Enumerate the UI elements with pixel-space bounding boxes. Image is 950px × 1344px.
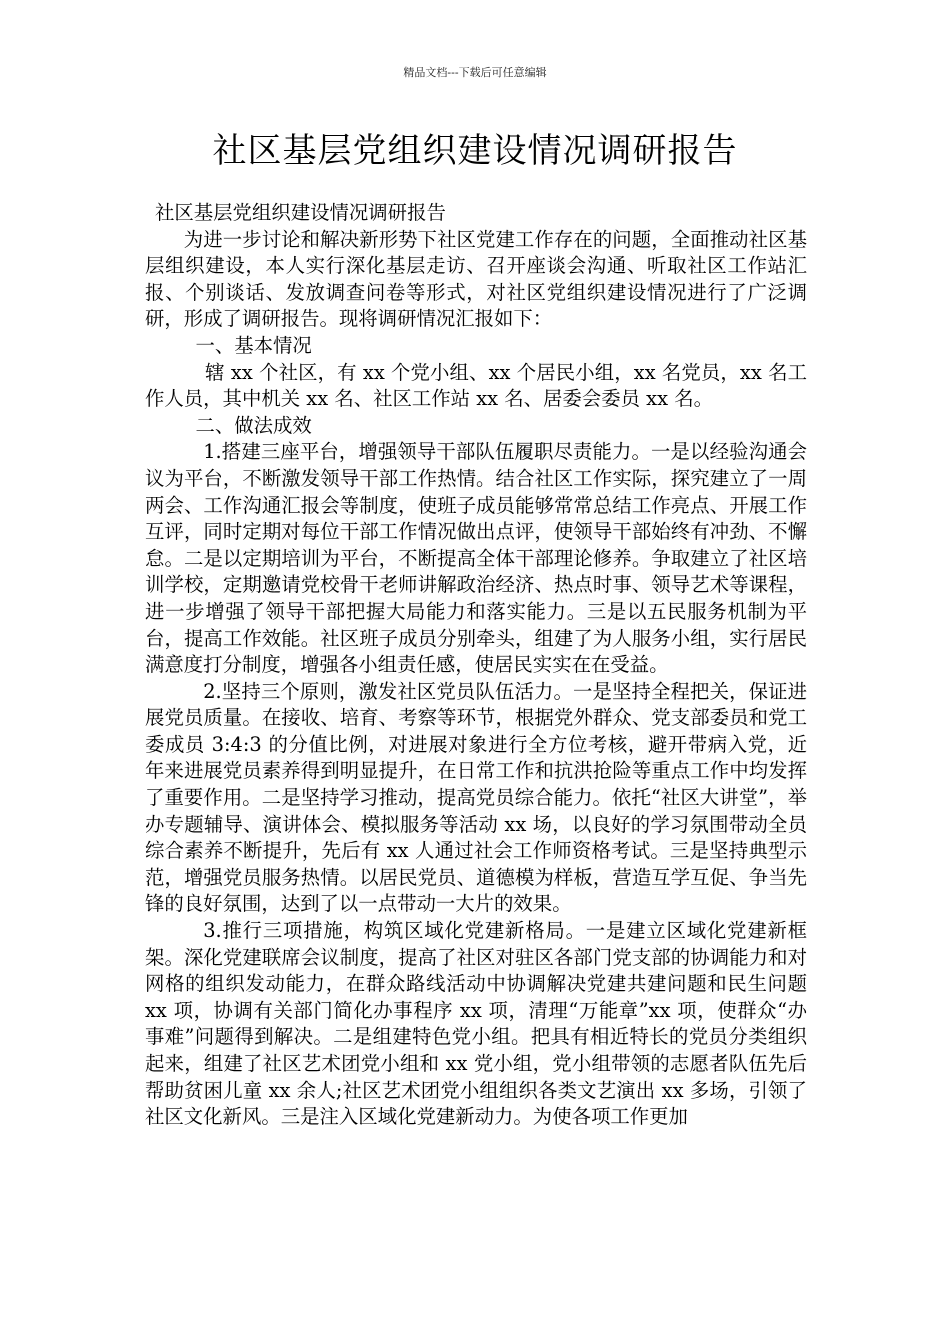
header-note: 精品文档---下载后可任意编辑: [403, 66, 547, 79]
results-paragraph-2: 2.坚持三个原则，激发社区党员队伍活力。一是坚持全程把关，保证进展党员质量。在接收、培育、考察等环节，根据党外群众、党支部委员和党工委成员 3:4:3 的分值比例，对进展对象进行全方位考核，避开带病入党，近年来进展党员素养得到明显提升，在日常工作和抗洪抢险等重点工作中均发挥了重要作用。二是坚持学习推动，提高党员综合能力。依托“社区大讲堂”，举办专题辅导、演讲体会、模拟服务等活动 xx 场，以良好的学习氛围带动全员综合素养不断提升，先后有 xx 人通过社会工作师资格考试。三是坚持典型示范，增强党员服务热情。以居民党员、道德模为样板，营造互学互促、争当先锋的良好氛围，达到了以一点带动一大片的效果。: [145, 679, 807, 916]
section-heading-results: 二、做法成效: [195, 413, 312, 437]
results-paragraph-1: 1.搭建三座平台，增强领导干部队伍履职尽责能力。一是以经验沟通会议为平台，不断激发领导干部工作热情。结合社区工作实际，探究建立了一周两会、工作沟通汇报会等制度，使班子成员能够常常总结工作亮点、开展工作互评，同时定期对每位干部工作情况做出点评，使领导干部始终有冲劲、不懈怠。二是以定期培训为平台，不断提高全体干部理论修养。争取建立了社区培训学校，定期邀请党校骨干老师讲解政治经济、热点时事、领导艺术等课程，进一步增强了领导干部把握大局能力和落实能力。三是以五民服务机制为平台，提高工作效能。社区班子成员分别牵头，组建了为人服务小组，实行居民满意度打分制度，增强各小组责任感，使居民实实在在受益。: [145, 440, 807, 677]
section-heading-basic: 一、基本情况: [195, 333, 312, 357]
document-body: [145, 200, 807, 1131]
intro-paragraph: 为进一步讨论和解决新形势下社区党建工作存在的问题，全面推动社区基层组织建设，本人实行深化基层走访、召开座谈会沟通、听取社区工作站汇报、个别谈话、发放调查问卷等形式，对社区党组织建设情况进行了广泛调研，形成了调研报告。现将调研情况汇报如下：: [145, 227, 807, 331]
results-paragraph-3: 3.推行三项措施，构筑区域化党建新格局。一是建立区域化党建新框架。深化党建联席会议制度，提高了社区对驻区各部门党支部的协调能力和对网格的组织发动能力，在群众路线活动中协调解决党建共建问题和民生问题 xx 项，协调有关部门简化办事程序 xx 项，清理“万能章”xx 项，使群众“办事难”问题得到解决。二是组建特色党小组。把具有相近特长的党员分类组织起来，组建了社区艺术团党小组和 xx 党小组，党小组带领的志愿者队伍先后帮助贫困儿童 xx 余人;社区艺术团党小组组织各类文艺演出 xx 多场，引领了社区文化新风。三是注入区域化党建新动力。为使各项工作更加: [145, 919, 807, 1129]
basic-info-paragraph: 辖 xx 个社区，有 xx 个党小组、xx 个居民小组，xx 名党员，xx 名工作人员，其中机关 xx 名、社区工作站 xx 名、居委会委员 xx 名。: [145, 360, 807, 411]
document-subtitle: 社区基层党组织建设情况调研报告: [155, 201, 446, 224]
page-title: 社区基层党组织建设情况调研报告: [212, 131, 738, 171]
